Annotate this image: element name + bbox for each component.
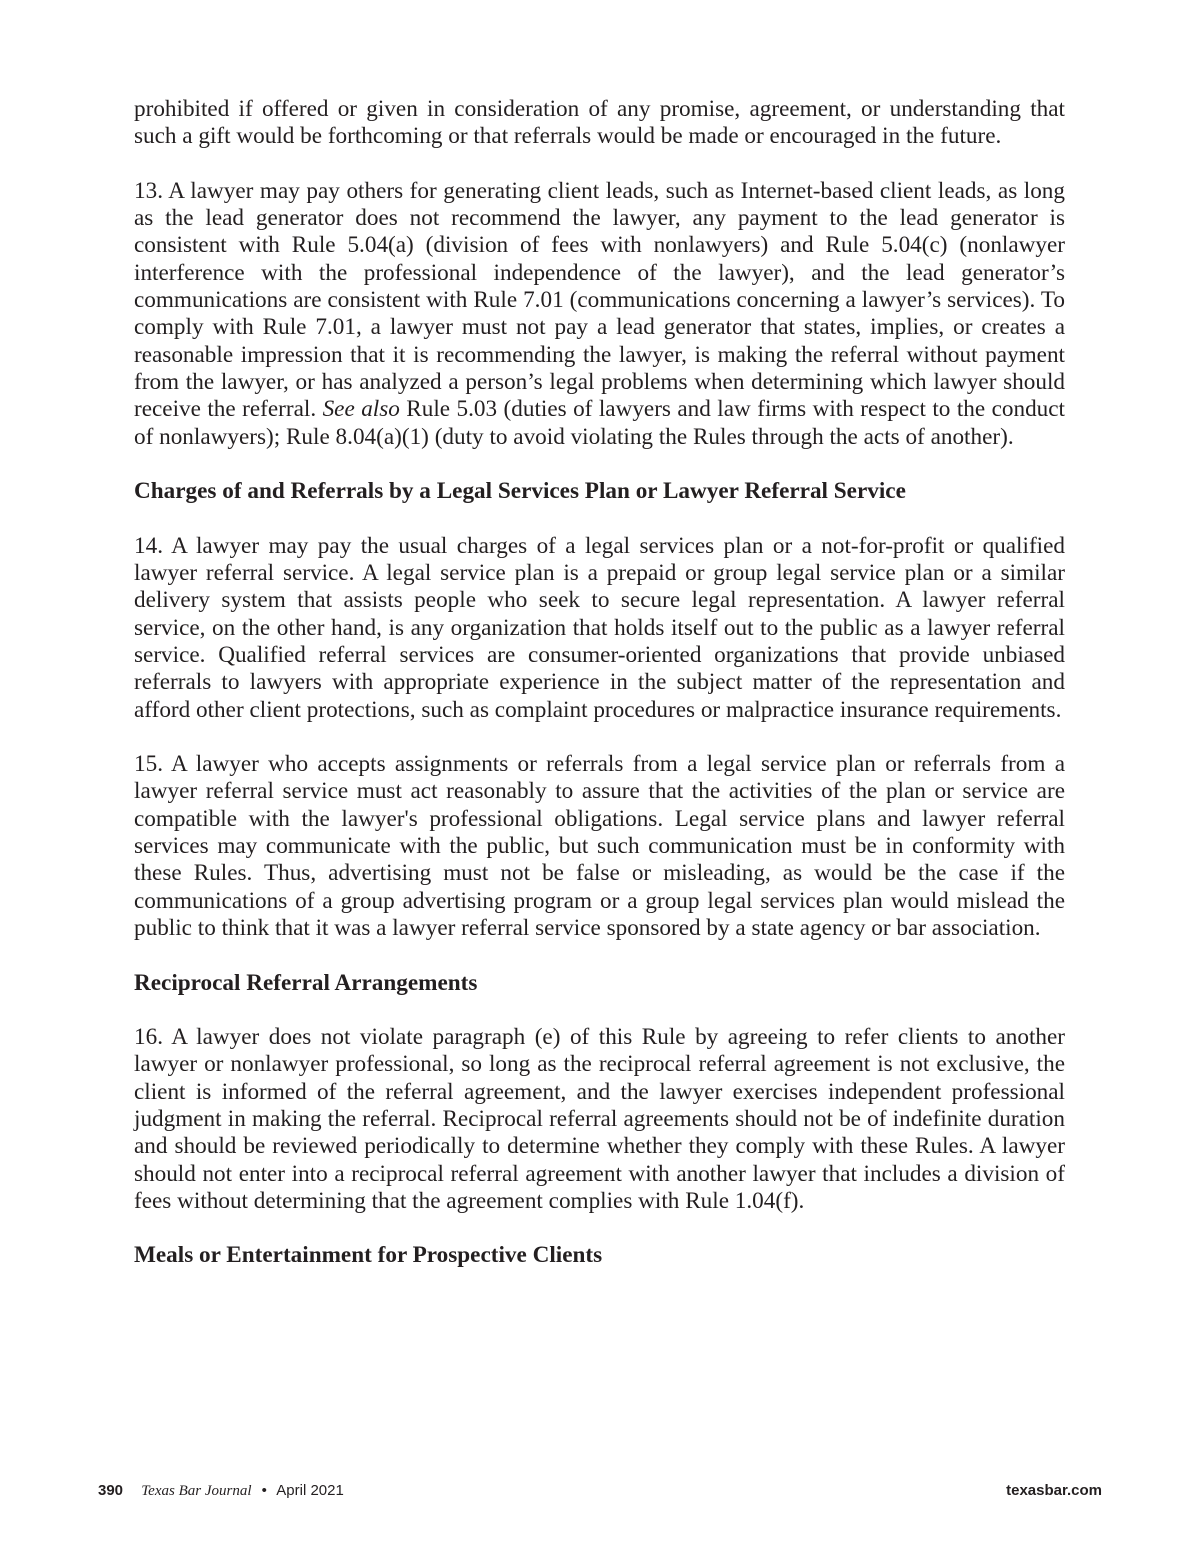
paragraph-13-text-a: 13. A lawyer may pay others for generating client leads, such as Internet-based client leads, as long as the lead generator does not recommend the lawyer, any payment to the lead generator is consistent with Rule 5.04(a) (division of fees with nonlawyers) and Rule 5.04(c) (nonlawyer interference with the professional independence of the lawyer), and the lead generator’s communications are consistent with Rule 7.01 (communications concerning a lawyer’s services). To comply with Rule 7.01, a lawyer must not pay a lead generator that states, implies, or creates a reasonable impression that it is recommending the lawyer, is making the referral without payment from the lawyer, or has analyzed a person’s legal problems when determining which lawyer should receive the referral. xyxy=(134,177,1065,423)
paragraph-13 xyxy=(134,178,1065,451)
footer-bullet: • xyxy=(261,1482,267,1499)
paragraph-16: 16. A lawyer does not violate paragraph (e) of this Rule by agreeing to refer clients to another lawyer or nonlawyer professional, so long as the reciprocal referral agreement is not exclusive, the client is informed of the referral agreement, and the lawyer exercises independent professional judgment in making the referral. Reciprocal referral agreements should not be of indefinite duration and should be reviewed periodically to determine whether they comply with these Rules. A lawyer should not enter into a reciprocal referral agreement with another lawyer that includes a division of fees without determining that the agreement complies with Rule 1.04(f). xyxy=(134,1024,1065,1214)
page-body xyxy=(134,96,1065,1270)
issue-date: April 2021 xyxy=(276,1482,344,1499)
website-url: texasbar.com xyxy=(1006,1482,1102,1499)
journal-title: Texas Bar Journal xyxy=(141,1483,252,1499)
paragraph-13-text-b: Rule 5.03 (duties of lawyers and law firms with respect to the conduct of nonlawyers); Rule 8.04(a)(1) (duty to avoid violating the Rules through the acts of another). xyxy=(134,396,1065,450)
page-footer xyxy=(98,1478,1102,1504)
see-also-italic: See also xyxy=(322,396,400,423)
heading-meals-entertainment: Meals or Entertainment for Prospective Clients xyxy=(134,1242,603,1269)
heading-charges-referrals: Charges of and Referrals by a Legal Services Plan or Lawyer Referral Service xyxy=(134,478,906,505)
paragraph-14: 14. A lawyer may pay the usual charges of a legal services plan or a not-for-profit or qualified lawyer referral service. A legal service plan is a prepaid or group legal service plan or a similar delivery system that assists people who seek to secure legal representation. A lawyer referral service, on the other hand, is any organization that holds itself out to the public as a lawyer referral service. Qualified referral services are consumer-oriented organizations that provide unbiased referrals to lawyers with appropriate experience in the subject matter of the representation and afford other client protections, such as complaint procedures or malpractice insurance requirements. xyxy=(134,532,1065,723)
paragraph-intro: prohibited if offered or given in consideration of any promise, agreement, or understanding that such a gift would be forthcoming or that referrals would be made or encouraged in the future. xyxy=(134,96,1065,150)
page-number: 390 xyxy=(98,1482,124,1499)
heading-reciprocal-referral: Reciprocal Referral Arrangements xyxy=(134,969,478,996)
footer-left xyxy=(98,1478,344,1504)
paragraph-15: 15. A lawyer who accepts assignments or referrals from a legal service plan or referrals from a lawyer referral service must act reasonably to assure that the activities of the plan or service are compatible with the lawyer's professional obligations. Legal service plans and lawyer referral services may communicate with the public, but such communication must be in conformity with these Rules. Thus, advertising must not be false or misleading, as would be the case if the communications of a group advertising program or a group legal services plan would mislead the public to think that it was a lawyer referral service sponsored by a state agency or bar association. xyxy=(134,751,1065,941)
